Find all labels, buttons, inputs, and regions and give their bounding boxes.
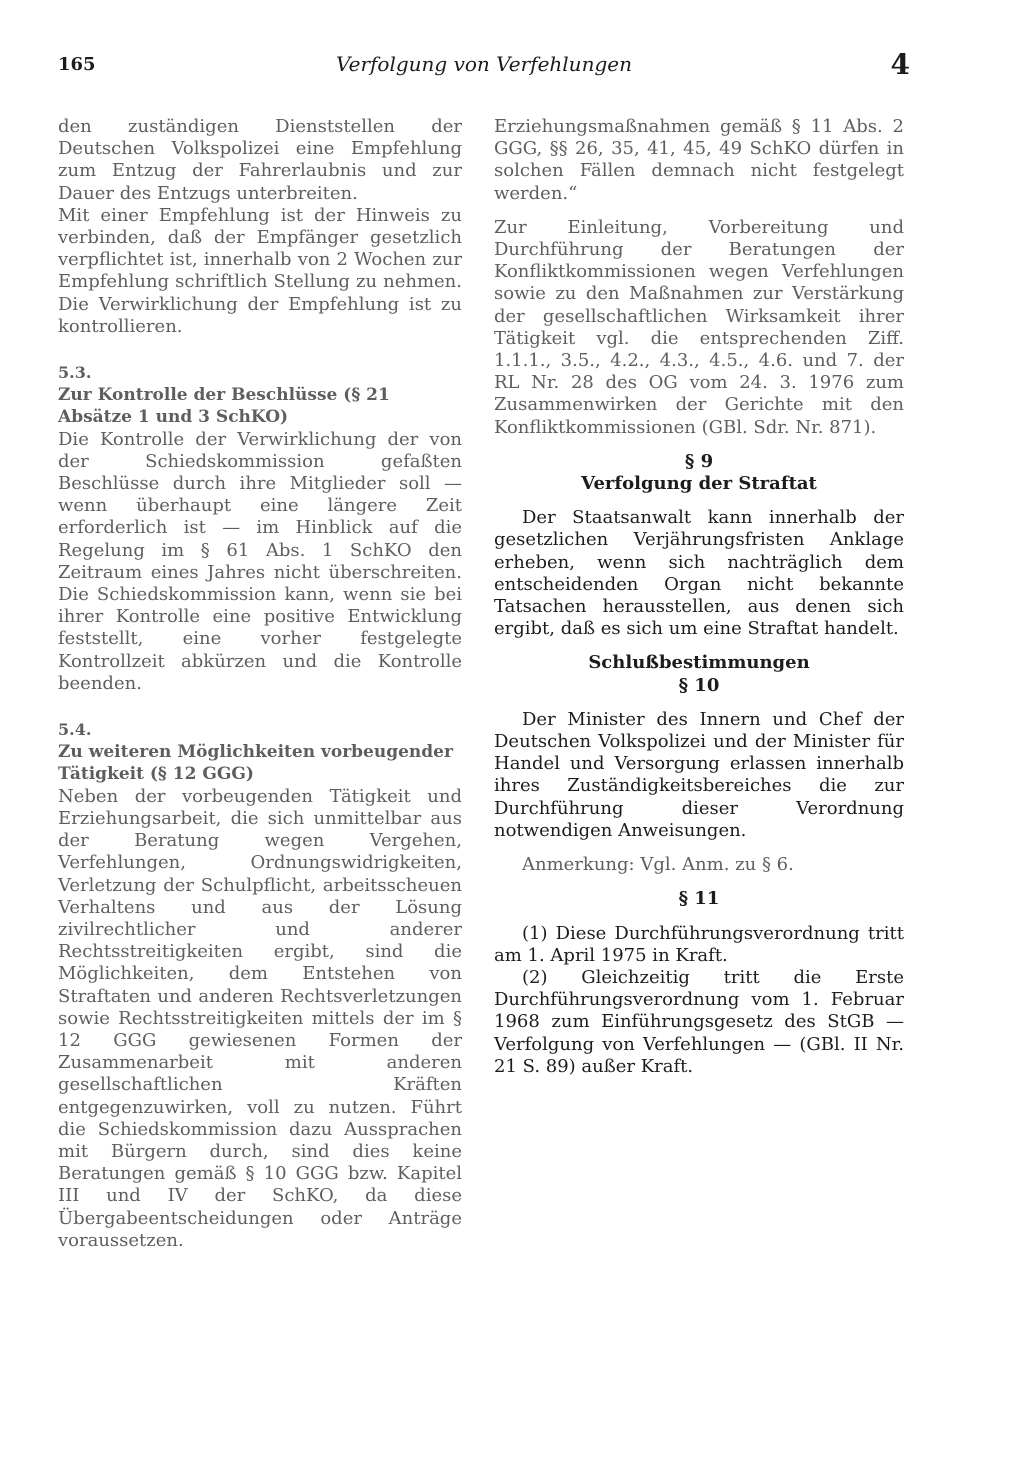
paragraph-11-clause-2: (2) Gleichzeitig tritt die Erste Durchführungsverordnung vom 1. Februar 1968 zum Einführungsgesetz des StGB — Verfolgung von Verfehlungen — (GBl. II Nr. 21 S. 89) außer Kraft. xyxy=(494,966,904,1077)
right-column xyxy=(494,116,904,1078)
schlussbestimmungen-heading: Schlußbestimmungen xyxy=(588,652,810,674)
page-header xyxy=(58,50,910,86)
section-5-4-text: Neben der vorbeugenden Tätigkeit und Erziehungsarbeit, die sich unmittelbar aus der Beratung wegen Vergehen, Verfehlungen, Ordnungswidrigkeiten, Verletzung der Schulpflicht, arbeitsscheuen Verhaltens und aus der Lösung zivilrechtlicher und anderer Rechtsstreitigkeiten ergibt, sind die Möglichkeiten, dem Entstehen von Straftaten und anderen Rechtsverletzungen sowie Rechtsstreitigkeiten mittels der im § 12 GGG gewiesenen Formen der Zusammenarbeit mit anderen gesellschaftlichen Kräften entgegenzuwirken, voll zu nutzen. Führt die Schiedskommission dazu Aussprachen mit Bürgern durch, sind dies keine Beratungen gemäß § 10 GGG bzw. Kapitel III und IV der SchKO, da diese Übergabeentscheidungen oder Anträge voraussetzen. xyxy=(58,785,462,1251)
section-5-3-number: 5.3. xyxy=(58,363,92,383)
section-5-3-title: Zur Kontrolle der Beschlüsse (§ 21 Absätze 1 und 3 SchKO) xyxy=(58,385,390,428)
continuation-paragraph: Erziehungsmaßnahmen gemäß § 11 Abs. 2 GGG, §§ 26, 35, 41, 45, 49 SchKO dürfen in solchen Fällen demnach nicht festgelegt werden.“ xyxy=(494,116,904,204)
paragraph-11-clause-1: (1) Diese Durchführungsverordnung tritt am 1. April 1975 in Kraft. xyxy=(494,922,904,966)
paragraph-11-number: § 11 xyxy=(678,888,720,910)
paragraph-9-title: Verfolgung der Straftat xyxy=(581,473,817,495)
paragraph-10-number: § 10 xyxy=(678,674,720,696)
annotation-paragraph: Zur Einleitung, Vorbereitung und Durchführung der Beratungen der Konfliktkommissionen wegen Verfehlungen sowie zu den Maßnahmen zur Verstärkung der gesellschaftlichen Wirksamkeit ihrer Tätigkeit vgl. die entsprechenden Ziff. 1.1.1., 3.5., 4.2., 4.3., 4.5., 4.6. und 7. der RL Nr. 28 des OG vom 24. 3. 1976 zum Zusammenwirken der Gerichte mit den Konfliktkommissionen (GBl. Sdr. Nr. 871). xyxy=(494,216,904,438)
running-title: Verfolgung von Verfehlungen xyxy=(336,52,632,76)
left-column xyxy=(58,116,462,1252)
paragraph-10-text: Der Minister des Innern und Chef der Deutschen Volkspolizei und der Minister für Handel und Versorgung erlassen innerhalb ihres Zuständigkeitsbereiches die zur Durchführung dieser Verordnung notwendigen Anweisungen. xyxy=(494,708,904,841)
paragraph-entzug: den zuständigen Dienststellen der Deutschen Volkspolizei eine Empfehlung zum Entzug der Fahrerlaubnis und zur Dauer des Entzugs unterbreiten. xyxy=(58,116,462,204)
paragraph-9-number: § 9 xyxy=(684,450,714,472)
chapter-number: 4 xyxy=(890,48,910,81)
anmerkung-note: Anmerkung: Vgl. Anm. zu § 6. xyxy=(522,854,794,876)
paragraph-9-text: Der Staatsanwalt kann innerhalb der gesetzlichen Verjährungsfristen Anklage erheben, wenn sich nachträglich dem entscheidenden Organ nicht bekannte Tatsachen herausstellen, aus denen sich ergibt, daß es sich um eine Straftat handelt. xyxy=(494,507,904,640)
paragraph-empfehlung: Mit einer Empfehlung ist der Hinweis zu verbinden, daß der Empfänger gesetzlich verpflichtet ist, innerhalb von 2 Wochen zur Empfehlung schriftlich Stellung zu nehmen. Die Verwirklichung der Empfehlung ist zu kontrollieren. xyxy=(58,204,462,337)
section-5-4-number: 5.4. xyxy=(58,720,92,740)
section-5-3-text: Die Kontrolle der Verwirklichung der von der Schiedskommission gefaßten Beschlüsse durch ihre Mitglieder soll — wenn überhaupt eine längere Zeit erforderlich ist — im Hinblick auf die Regelung im § 61 Abs. 1 SchKO den Zeitraum eines Jahres nicht überschreiten. Die Schiedskommission kann, wenn sie bei ihrer Kontrolle eine positive Entwicklung feststellt, eine vorher festgelegte Kontrollzeit abkürzen und die Kontrolle beenden. xyxy=(58,428,462,694)
page-number: 165 xyxy=(58,54,96,75)
section-5-4-title: Zu weiteren Möglichkeiten vorbeugender Tätigkeit (§ 12 GGG) xyxy=(58,742,453,785)
